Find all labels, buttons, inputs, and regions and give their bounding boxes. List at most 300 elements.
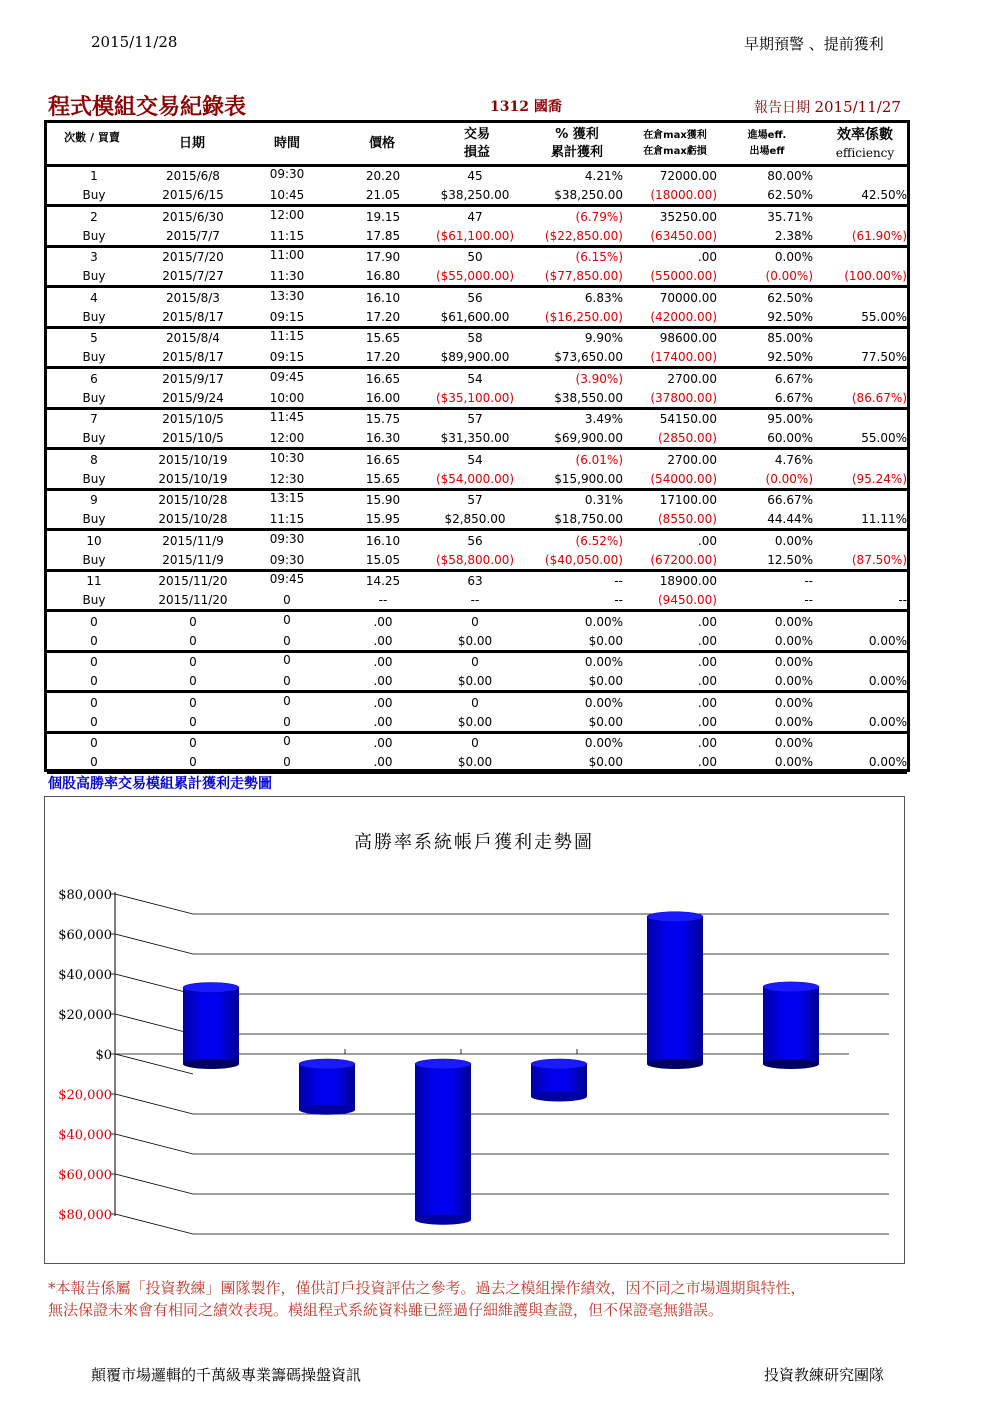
cell-c: (6.01%) — [575, 452, 623, 467]
cell-t2: 09:15 — [269, 350, 305, 364]
cell-c: (6.79%) — [575, 209, 623, 224]
cell-p2: .00 — [373, 714, 393, 729]
cell-p1: .00 — [373, 695, 393, 710]
cell-d1: 2015/7/20 — [162, 250, 224, 264]
cell-b: ($54,000.00) — [435, 471, 515, 486]
cell-side: Buy — [82, 512, 106, 526]
cell-d1: 2015/10/19 — [158, 452, 228, 467]
cell-d1: 2015/11/9 — [162, 533, 224, 548]
table-row — [47, 572, 907, 612]
cell-i: 0.00% — [868, 714, 907, 729]
cell-p1: 15.75 — [365, 412, 401, 426]
cell-d1: 2015/8/3 — [166, 290, 220, 305]
cell-d2: 0 — [189, 755, 197, 769]
cell-d2: 2015/11/20 — [158, 593, 228, 607]
bar-top — [183, 983, 239, 993]
cell-p2: -- — [378, 593, 388, 607]
bar — [299, 1064, 355, 1110]
cell-d2: 2015/6/15 — [162, 188, 224, 202]
bar-bottom — [531, 1092, 587, 1102]
cell-b: ($61,100.00) — [435, 228, 515, 243]
col-efficiency-line2: efficiency — [835, 146, 895, 160]
col-efficiency — [825, 126, 905, 162]
col-pct-line2: 累計獲利 — [550, 145, 603, 160]
col-eff — [737, 128, 797, 160]
y-tick-label: $0 — [95, 1048, 112, 1063]
cell-f: (8550.00) — [658, 512, 717, 526]
cell-t2: 0 — [283, 633, 291, 648]
table-header — [47, 123, 907, 167]
bar-top — [531, 1059, 587, 1069]
cell-e: .00 — [697, 655, 717, 669]
bar — [415, 1064, 471, 1220]
cell-p1: 14.25 — [365, 574, 401, 588]
table-row — [47, 410, 907, 450]
cell-n: 7 — [90, 412, 98, 426]
cell-side: Buy — [82, 188, 106, 202]
cell-f: .00 — [697, 755, 717, 769]
cell-side: Buy — [82, 390, 106, 405]
report-date — [754, 97, 901, 117]
cell-c: -- — [614, 574, 623, 588]
cell-b: ($55,000.00) — [435, 269, 515, 283]
cell-i: 11.11% — [861, 512, 907, 526]
cell-d1: 0 — [189, 655, 197, 669]
cell-h: 0.00% — [774, 714, 813, 729]
cell-e: 72000.00 — [659, 169, 717, 183]
cell-p1: 16.10 — [365, 290, 401, 305]
cell-c: 4.21% — [584, 169, 623, 183]
cell-g: 0.00% — [774, 655, 813, 669]
cell-e: 54150.00 — [659, 412, 717, 426]
cell-p2: 15.05 — [365, 552, 401, 567]
col-max-line1: 在倉max獲利 — [643, 130, 707, 141]
report-date-value: 2015/11/27 — [814, 98, 901, 116]
cell-p2: 15.95 — [365, 512, 401, 526]
grid-perspective — [115, 934, 193, 954]
cell-c: 0.00% — [584, 736, 623, 750]
cell-p1: .00 — [373, 655, 393, 669]
bar — [763, 987, 819, 1064]
cell-p2: .00 — [373, 633, 393, 648]
y-tick-label: $60,000 — [58, 928, 112, 943]
page-title: 程式模組交易紀錄表 — [48, 94, 247, 120]
cell-t2: 11:30 — [269, 269, 305, 283]
cell-a: 0 — [471, 655, 479, 669]
cell-h: 0.00% — [774, 755, 813, 769]
col-price: 價格 — [368, 136, 395, 151]
col-trade — [447, 126, 507, 162]
y-tick-label: $20,000 — [58, 1088, 112, 1103]
cell-g: 35.71% — [767, 209, 813, 224]
cell-n: 5 — [90, 331, 98, 345]
cell-d1: 2015/10/5 — [162, 412, 224, 426]
col-pct — [537, 126, 617, 162]
cell-p2: 16.80 — [365, 269, 401, 283]
cell-side: Buy — [82, 552, 106, 567]
cell-d1: 2015/11/20 — [158, 574, 228, 588]
cell-p1: .00 — [373, 614, 393, 629]
cell-d: $0.00 — [588, 714, 623, 729]
cell-c: 9.90% — [584, 331, 623, 345]
cell-b: ($35,100.00) — [435, 390, 515, 405]
cell-a: 54 — [467, 371, 483, 386]
col-max-line2: 在倉max虧損 — [643, 146, 707, 157]
cell-c: 0.00% — [584, 695, 623, 710]
cell-e: .00 — [697, 533, 717, 548]
cell-i: 77.50% — [861, 350, 907, 364]
cell-d: $18,750.00 — [554, 512, 623, 526]
cell-g: 62.50% — [767, 290, 813, 305]
cell-p1: 20.20 — [365, 169, 401, 183]
cell-h: -- — [804, 593, 813, 607]
cell-h: (0.00%) — [765, 471, 813, 486]
bar-bottom — [183, 1059, 239, 1069]
cell-h: 6.67% — [774, 390, 813, 405]
cell-g: 0.00% — [774, 533, 813, 548]
cell-c: (3.90%) — [575, 371, 623, 386]
cell-t2: 09:30 — [269, 552, 305, 567]
cell-h: 0.00% — [774, 633, 813, 648]
cell-d2: 0 — [189, 633, 197, 648]
y-tick-label: $40,000 — [58, 1128, 112, 1143]
cell-e: 2700.00 — [667, 452, 717, 467]
col-efficiency-line1: 效率係數 — [837, 127, 893, 143]
col-trade-line2: 損益 — [463, 145, 490, 160]
cell-n: 4 — [90, 290, 98, 305]
cell-i: 0.00% — [868, 755, 907, 769]
cell-t1: 0 — [283, 612, 291, 627]
cell-h: 44.44% — [767, 512, 813, 526]
chart-title: 高勝率系統帳戶獲利走勢圖 — [354, 832, 594, 853]
bar-bottom — [415, 1215, 471, 1225]
cell-d: $15,900.00 — [554, 471, 623, 486]
cell-d1: 0 — [189, 695, 197, 710]
cell-a: 47 — [467, 209, 483, 224]
cell-a: 57 — [467, 493, 483, 507]
cell-t2: 11:15 — [269, 512, 305, 526]
cell-d1: 0 — [189, 736, 197, 750]
cell-a: 0 — [471, 614, 479, 629]
cell-e: 70000.00 — [659, 290, 717, 305]
cell-c: 3.49% — [584, 412, 623, 426]
bar-top — [647, 912, 703, 922]
cell-e: .00 — [697, 250, 717, 264]
table-row — [47, 208, 907, 248]
cell-t1: 12:00 — [269, 207, 305, 222]
cell-f: (17400.00) — [650, 350, 717, 364]
cell-side: 0 — [90, 755, 98, 769]
cell-i: (95.24%) — [851, 471, 907, 486]
cell-p2: 17.85 — [365, 228, 401, 243]
cell-d2: 2015/8/17 — [162, 350, 224, 364]
cell-t2: 10:00 — [269, 390, 305, 405]
cell-i: 42.50% — [861, 188, 907, 202]
cell-f: .00 — [697, 633, 717, 648]
cell-i: 0.00% — [868, 674, 907, 688]
disclaimer — [48, 1277, 928, 1321]
cell-g: 85.00% — [767, 331, 813, 345]
cell-g: 4.76% — [774, 452, 813, 467]
cell-e: .00 — [697, 736, 717, 750]
cell-side: Buy — [82, 431, 106, 445]
cell-t1: 09:45 — [269, 572, 305, 586]
footer-right: 投資教練研究團隊 — [764, 1366, 885, 1384]
col-time: 時間 — [273, 136, 300, 151]
table-row — [47, 167, 907, 207]
cell-f: (42000.00) — [650, 309, 717, 324]
y-tick-label: $60,000 — [58, 1168, 112, 1183]
cell-c: 6.83% — [584, 290, 623, 305]
cell-d2: 2015/8/17 — [162, 309, 224, 324]
cell-n: 2 — [90, 209, 98, 224]
chart-box — [44, 796, 905, 1264]
cell-n: 9 — [90, 493, 98, 507]
cell-a: 50 — [467, 250, 483, 264]
cell-t1: 10:30 — [269, 450, 305, 465]
cell-p2: .00 — [373, 755, 393, 769]
cell-t1: 09:30 — [269, 531, 305, 546]
cell-d: $38,550.00 — [554, 390, 623, 405]
cell-d: $0.00 — [588, 755, 623, 769]
cell-i: (100.00%) — [844, 269, 907, 283]
cell-f: .00 — [697, 674, 717, 688]
cell-d: -- — [614, 593, 623, 607]
cell-side: Buy — [82, 471, 106, 486]
cell-n: 0 — [90, 655, 98, 669]
col-date: 日期 — [178, 136, 205, 151]
col-eff-line1: 進場eff. — [747, 130, 787, 141]
cell-a: 56 — [467, 290, 483, 305]
cell-p2: 16.00 — [365, 390, 401, 405]
disclaimer-line2: 無法保證未來會有相同之績效表現。模組程式系統資料雖已經過仔細維護與查證，但不保證毫無錯誤。 — [48, 1301, 724, 1319]
cell-g: 66.67% — [767, 493, 813, 507]
cell-t1: 0 — [283, 693, 291, 708]
cell-p2: 17.20 — [365, 309, 401, 324]
table-row — [47, 532, 907, 572]
y-tick-label: $40,000 — [58, 968, 112, 983]
cell-p2: 21.05 — [365, 188, 401, 202]
cell-e: 35250.00 — [659, 209, 717, 224]
cell-t1: 11:15 — [269, 329, 305, 343]
cell-b: $61,600.00 — [440, 309, 510, 324]
cell-h: 92.50% — [767, 309, 813, 324]
cell-d2: 2015/11/9 — [162, 552, 224, 567]
cell-f: (2850.00) — [658, 431, 717, 445]
cell-e: 18900.00 — [659, 574, 717, 588]
chart-heading: 個股高勝率交易模組累計獲利走勢圖 — [48, 776, 272, 792]
cell-t2: 0 — [283, 714, 291, 729]
col-count: 次數 / 買賣 — [64, 131, 120, 144]
cell-side: Buy — [82, 593, 106, 607]
cell-f: (37800.00) — [650, 390, 717, 405]
trade-table — [44, 120, 910, 772]
cell-a: 54 — [467, 452, 483, 467]
cell-e: .00 — [697, 695, 717, 710]
cell-i: 55.00% — [861, 431, 907, 445]
cell-b: $0.00 — [457, 633, 493, 648]
cell-d1: 2015/10/28 — [158, 493, 228, 507]
cell-n: 1 — [90, 169, 98, 183]
cell-d: $38,250.00 — [554, 188, 623, 202]
cell-h: 92.50% — [767, 350, 813, 364]
cell-f: (18000.00) — [650, 188, 717, 202]
cell-n: 0 — [90, 695, 98, 710]
cell-i: 0.00% — [868, 633, 907, 648]
bar-top — [763, 982, 819, 992]
table-row — [47, 613, 907, 653]
cell-f: (67200.00) — [650, 552, 717, 567]
cell-d1: 2015/9/17 — [162, 371, 224, 386]
cell-g: 0.00% — [774, 250, 813, 264]
cell-i: (86.67%) — [851, 390, 907, 405]
bar-top — [415, 1059, 471, 1069]
cell-g: 6.67% — [774, 371, 813, 386]
report-date-label: 報告日期 — [754, 100, 810, 116]
cell-side: 0 — [90, 714, 98, 729]
cell-side: 0 — [90, 633, 98, 648]
cell-t2: 0 — [283, 674, 291, 688]
cell-c: 0.31% — [584, 493, 623, 507]
cell-n: 0 — [90, 614, 98, 629]
cell-a: 0 — [471, 695, 479, 710]
cell-h: 12.50% — [767, 552, 813, 567]
cell-h: 62.50% — [767, 188, 813, 202]
y-tick-label: $20,000 — [58, 1008, 112, 1023]
cell-n: 6 — [90, 371, 98, 386]
footer-left: 顛覆市場邏輯的千萬級專業籌碼操盤資訊 — [91, 1366, 362, 1384]
grid-perspective — [115, 894, 193, 914]
cell-n: 0 — [90, 736, 98, 750]
cell-g: 0.00% — [774, 695, 813, 710]
cell-f: (9450.00) — [658, 593, 717, 607]
cell-a: 56 — [467, 533, 483, 548]
cell-c: (6.52%) — [575, 533, 623, 548]
table-row — [47, 329, 907, 369]
cell-d1: 2015/6/30 — [162, 209, 224, 224]
cell-t2: 0 — [283, 593, 291, 607]
cell-t2: 09:15 — [269, 309, 305, 324]
cell-h: 0.00% — [774, 674, 813, 688]
cell-g: 0.00% — [774, 736, 813, 750]
cell-t1: 11:00 — [269, 248, 305, 262]
cell-e: 2700.00 — [667, 371, 717, 386]
grid-perspective — [115, 1014, 193, 1034]
profit-chart — [45, 797, 904, 1263]
table-row — [47, 451, 907, 491]
cell-p1: 17.90 — [365, 250, 401, 264]
cell-e: 98600.00 — [659, 331, 717, 345]
cell-t1: 09:30 — [269, 167, 305, 181]
col-eff-line2: 出場eff — [749, 146, 785, 157]
cell-b: $2,850.00 — [444, 512, 506, 526]
cell-i: 55.00% — [861, 309, 907, 324]
cell-t2: 10:45 — [269, 188, 305, 202]
cell-t2: 12:30 — [269, 471, 305, 486]
table-row — [47, 491, 907, 531]
bar-bottom — [763, 1059, 819, 1069]
grid-perspective — [115, 974, 193, 994]
bar — [647, 917, 703, 1064]
cell-g: 95.00% — [767, 412, 813, 426]
cell-f: (55000.00) — [650, 269, 717, 283]
y-tick-label: $80,000 — [58, 888, 112, 903]
cell-p1: 16.65 — [365, 371, 401, 386]
col-trade-line1: 交易 — [463, 127, 490, 142]
cell-side: Buy — [82, 228, 106, 243]
cell-d: $73,650.00 — [554, 350, 623, 364]
table-row — [47, 248, 907, 288]
cell-d: ($40,050.00) — [544, 552, 623, 567]
header-slogan: 早期預警 、提前獲利 — [744, 35, 884, 53]
cell-d: ($22,850.00) — [544, 228, 623, 243]
cell-p1: 15.65 — [365, 331, 401, 345]
cell-d2: 2015/10/19 — [158, 471, 228, 486]
cell-a: 58 — [467, 331, 483, 345]
cell-p1: 19.15 — [365, 209, 401, 224]
cell-d: ($16,250.00) — [544, 309, 623, 324]
cell-t1: 11:45 — [269, 410, 305, 424]
stock-name: 1312 國喬 — [490, 99, 562, 115]
cell-b: $89,900.00 — [440, 350, 510, 364]
cell-n: 3 — [90, 250, 98, 264]
cell-b: ($58,800.00) — [435, 552, 515, 567]
cell-h: 2.38% — [774, 228, 813, 243]
grid-perspective — [115, 1174, 193, 1194]
cell-b: $31,350.00 — [440, 431, 510, 445]
bar-bottom — [647, 1059, 703, 1069]
cell-p1: 15.90 — [365, 493, 401, 507]
cell-d2: 2015/10/28 — [158, 512, 228, 526]
cell-t2: 0 — [283, 755, 291, 769]
cell-d1: 0 — [189, 614, 197, 629]
cell-d2: 0 — [189, 674, 197, 688]
cell-i: -- — [898, 593, 907, 607]
cell-t1: 0 — [283, 734, 291, 748]
header-date: 2015/11/28 — [91, 33, 178, 51]
cell-c: 0.00% — [584, 655, 623, 669]
cell-g: 80.00% — [767, 169, 813, 183]
cell-d: $0.00 — [588, 633, 623, 648]
cell-d2: 2015/10/5 — [162, 431, 224, 445]
cell-n: 10 — [86, 533, 102, 548]
cell-t1: 13:30 — [269, 288, 305, 303]
cell-n: 8 — [90, 452, 98, 467]
cell-t2: 11:15 — [269, 228, 305, 243]
cell-side: Buy — [82, 309, 106, 324]
cell-g: -- — [804, 574, 813, 588]
table-row — [47, 289, 907, 329]
cell-p2: .00 — [373, 674, 393, 688]
cell-i: (87.50%) — [851, 552, 907, 567]
cell-a: 0 — [471, 736, 479, 750]
grid-perspective — [115, 1134, 193, 1154]
cell-d2: 2015/7/27 — [162, 269, 224, 283]
cell-t1: 09:45 — [269, 369, 305, 384]
cell-c: 0.00% — [584, 614, 623, 629]
cell-a: 63 — [467, 574, 483, 588]
cell-p2: 17.20 — [365, 350, 401, 364]
table-row — [47, 370, 907, 410]
cell-b: $0.00 — [457, 674, 493, 688]
cell-d: $69,900.00 — [554, 431, 623, 445]
table-row — [47, 694, 907, 734]
cell-f: .00 — [697, 714, 717, 729]
cell-h: (0.00%) — [765, 269, 813, 283]
cell-t1: 13:15 — [269, 491, 305, 505]
cell-a: 45 — [467, 169, 483, 183]
cell-p1: 16.65 — [365, 452, 401, 467]
